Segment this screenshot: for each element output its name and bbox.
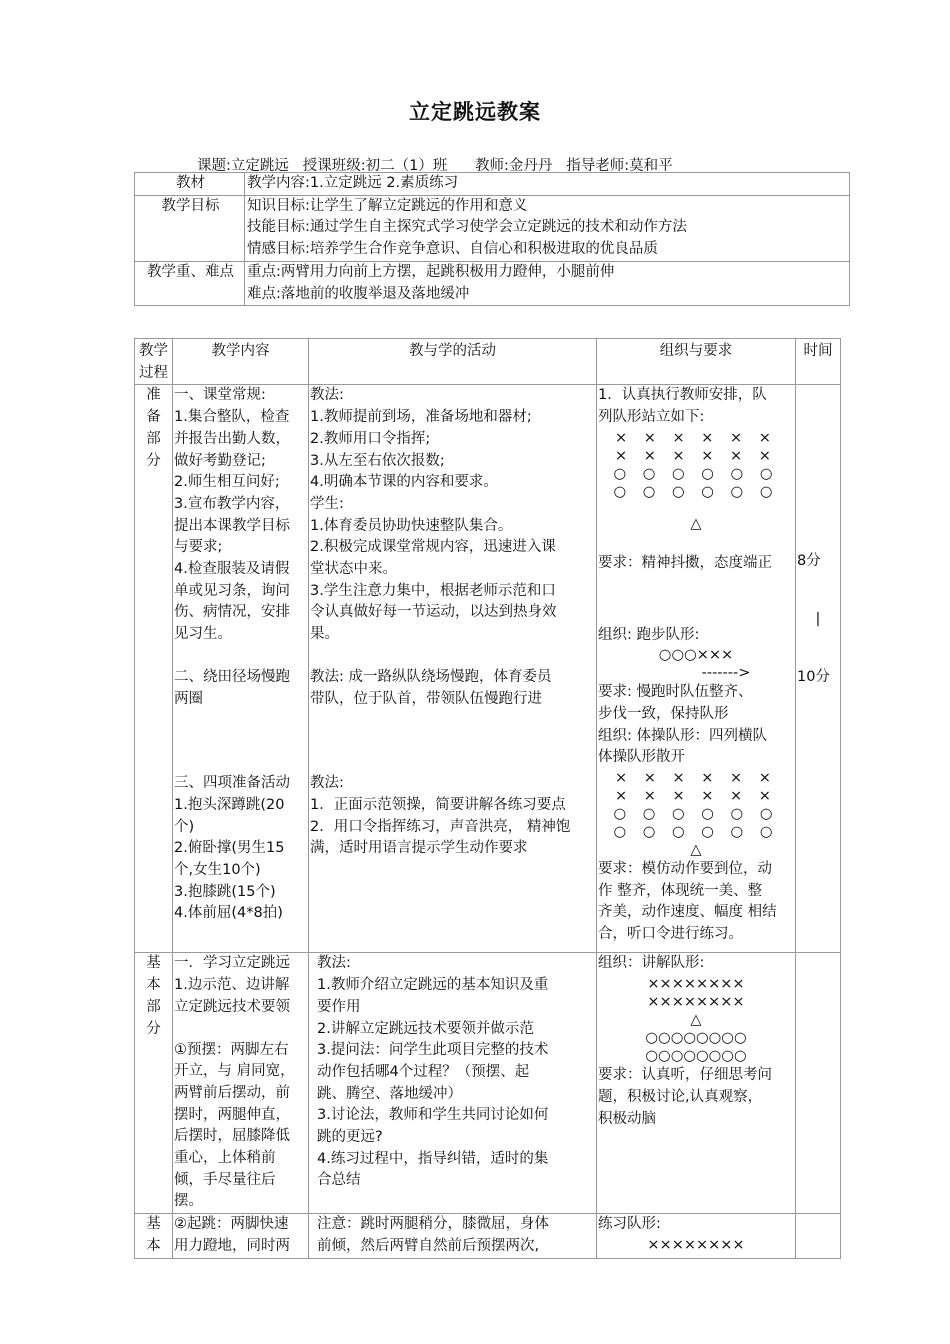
header-content: 教学内容 [173, 339, 309, 385]
formation-row: × × × × × × [615, 429, 777, 446]
goal-emotion: 情感目标:培养学生合作竞争意识、自信心和积极进取的优良品质 [247, 241, 658, 258]
formation-row: ×××××××× [647, 976, 745, 993]
teacher-triangle-icon: △ [690, 1012, 702, 1029]
lesson-table [134, 338, 841, 1259]
formation-row: ○○○○○○○○ [645, 1048, 747, 1065]
formation-row: ×××××××× [647, 994, 745, 1011]
time-start: 8分 [797, 553, 821, 570]
key-cell [245, 261, 850, 305]
formation-row: ○ ○ ○ ○ ○ ○ [613, 465, 779, 482]
formation-row: × × × × × × [615, 770, 777, 787]
stage-basic-cont: 基 本 [135, 1214, 173, 1258]
key-label: 教学重、难点 [135, 261, 245, 305]
lesson-meta: 课题:立定跳远 授课班级:初二（1）班 教师:金丹丹 指导老师:莫和平 [197, 158, 673, 174]
prep-content: 一、课堂常规: 1.集合整队，检查 并报告出勤人数， 做好考勤登记; 2.师生相互问好; 3.宣布教学内容， 提出本课教学目标 与要求; 4.检查服装及请假 单或见习条，询问 伤、病情况，安排 见习生。 二、绕田径场慢跑 两圈 三、四项准备活动 1.抱头深蹲跳(20 个) 2.俯卧撑(男生15 个,女生10个) 3.抱膝跳(15个) 4.体前屈(4*8拍) [173, 385, 309, 953]
difficult-point: 难点:落地前的收腹举退及落地缓冲 [247, 285, 470, 302]
basic2-time [796, 1214, 841, 1258]
formation-row: ×××××××× [647, 1236, 745, 1253]
formation-row: ○ ○ ○ ○ ○ ○ [613, 824, 779, 841]
prep-organization: 1．认真执行教师安排，队 列队形站立如下: × × × × × × × × × × × × ○ ○ ○ ○ ○ ○ ○ ○ ○ ○ ○ ○ △ 要求：精神抖擞，态度端正 组织: 跑步队形: ○○○××× -------> 要求: 慢跑时队伍整齐、 步伐一致，保持队形 组织: 体操队形：四列横队 体操队形散开 × × × × × × × × × × × × ○ ○ ○ ○ ○ ○ ○ ○ ○ ○ ○ ○ △ 要求：模仿动作要到位，动 作 整齐，体现统一美、整 齐美，动作速度、幅度 相结 合，听口令进行练习。 [597, 385, 796, 953]
header-activity: 教与学的活动 [309, 339, 597, 385]
stage-prep: 准 备 部 分 [135, 385, 173, 953]
formation-row: ○○○○○○○○ [645, 1030, 747, 1047]
run-formation: ○○○××× [658, 647, 734, 664]
basic2-activity: 注意：跳时两腿稍分，膝微屈，身体 前倾，然后两臂自然前后预摆两次, [309, 1214, 597, 1258]
page-title: 立定跳远教案 [409, 100, 541, 124]
goals-label: 教学目标 [135, 195, 245, 261]
prep-activity: 教法: 1.教师提前到场，准备场地和器材; 2.教师用口令指挥; 3.从左至右依次报数; 4.明确本节课的内容和要求。 学生: 1.体育委员协助快速整队集合。 2.积极完成课堂常规内容，迅速进入课 堂状态中来。 3.学生注意力集中，根据老师示范和口 令认真做好每一节运动，以达到热身效 果。 教法: 成一路纵队绕场慢跑，体育委员 带队，位于队首，带领队伍慢跑行进 教法: 1．正面示范领操，简要讲解各练习要点 2．用口令指挥练习，声音洪亮， 精神饱 满，适时用语言提示学生动作要求 [309, 385, 597, 953]
formation-row: ○ ○ ○ ○ ○ ○ [613, 806, 779, 823]
teacher-triangle-icon: △ [690, 515, 702, 532]
arrow-icon: -------> [701, 665, 751, 682]
key-point: 重点:两臂用力向前上方摆，起跳积极用力蹬伸，小腿前伸 [247, 263, 615, 280]
goal-skill: 技能目标:通过学生自主探究式学习使学会立定跳远的技术和动作方法 [247, 219, 687, 236]
goals-cell [245, 195, 850, 261]
teacher-triangle-icon: △ [690, 842, 702, 859]
formation-row: × × × × × × [615, 788, 777, 805]
header-organization: 组织与要求 [597, 339, 796, 385]
stage-basic: 基 本 部 分 [135, 953, 173, 1214]
header-process: 教学过程 [135, 339, 173, 385]
time-end: 10分 [797, 668, 830, 685]
basic-organization: 组织：讲解队形: ×××××××× ×××××××× △ ○○○○○○○○ ○○○○○○○○ 要求：认真听，仔细思考问 题，积极讨论,认真观察， 积极动脑 [597, 953, 796, 1214]
basic-content: 一．学习立定跳远 1.边示范、边讲解 立定跳远技术要领 ①预摆：两脚左右 开立，与 肩同宽， 两臂前后摆动，前 摆时，两腿伸直， 后摆时，屈膝降低 重心，上体稍前 倾，手尽量往后 摆。 [173, 953, 309, 1214]
basic-activity: 教法: 1.教师介绍立定跳远的基本知识及重 要作用 2.讲解立定跳远技术要领并做示范 3.提问法：问学生此项目完整的技术 动作包括哪4个过程？（预摆、起 跳、腾空、落地缓冲） 3.讨论法，教师和学生共同讨论如何 跳的更远? 4.练习过程中，指导纠错，适时的集 合总结 [309, 953, 597, 1214]
formation-row: × × × × × × [615, 447, 777, 464]
basic2-organization: 练习队形: ×××××××× [597, 1214, 796, 1258]
basic-time [796, 953, 841, 1214]
time-separator: | [815, 611, 821, 628]
overview-table [134, 172, 850, 306]
goal-knowledge: 知识目标:让学生了解立定跳远的作用和意义 [247, 197, 528, 214]
materials-label: 教材 [135, 173, 245, 196]
header-time: 时间 [796, 339, 841, 385]
prep-time [796, 385, 841, 953]
materials-text: 教学内容:1.立定跳远 2.素质练习 [245, 173, 850, 196]
basic2-content: ②起跳：两脚快速 用力蹬地，同时两 [173, 1214, 309, 1258]
formation-row: ○ ○ ○ ○ ○ ○ [613, 483, 779, 500]
